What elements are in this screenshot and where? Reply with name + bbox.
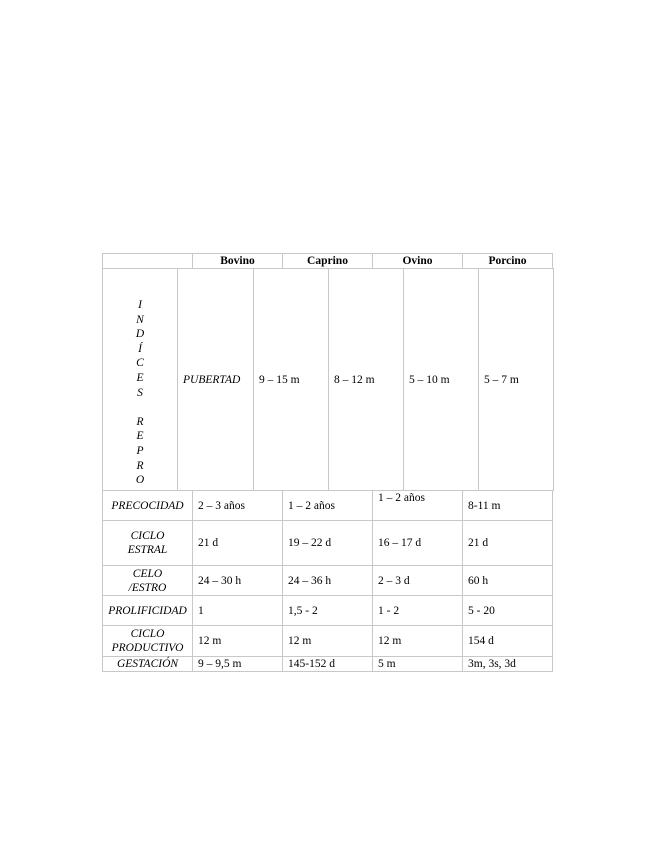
ciclo-productivo-porcino: 154 d — [462, 625, 553, 657]
vertical-letter — [103, 400, 177, 415]
row-label-ciclo-estral: CICLO ESTRAL — [102, 520, 193, 566]
row-label-celo-estro: CELO /ESTRO — [102, 565, 193, 596]
header-porcino: Porcino — [462, 253, 553, 269]
prolificidad-ovino: 1 - 2 — [372, 595, 463, 626]
celo-estro-ovino: 2 – 3 d — [372, 565, 463, 596]
gestacion-bovino: 9 – 9,5 m — [192, 656, 283, 672]
precocidad-caprino: 1 – 2 años — [282, 490, 373, 521]
vertical-letter: C — [136, 357, 144, 370]
gestacion-caprino: 145-152 d — [282, 656, 373, 672]
header-caprino: Caprino — [282, 253, 373, 269]
header-bovino: Bovino — [192, 253, 283, 269]
vertical-letter: O — [135, 474, 145, 487]
ciclo-productivo-bovino: 12 m — [192, 625, 283, 657]
ciclo-estral-caprino: 19 – 22 d — [282, 520, 373, 566]
vertical-letter: I — [138, 299, 142, 311]
ciclo-estral-bovino: 21 d — [192, 520, 283, 566]
pubertad-porcino: 5 – 7 m — [478, 268, 554, 491]
pubertad-label: PUBERTAD — [177, 268, 254, 491]
precocidad-ovino: 1 – 2 años — [372, 490, 463, 521]
ciclo-productivo-caprino: 12 m — [282, 625, 373, 657]
precocidad-bovino: 2 – 3 años — [192, 490, 283, 521]
vertical-label — [103, 269, 177, 488]
celo-estro-porcino: 60 h — [462, 565, 553, 596]
vertical-letter: Í — [138, 342, 142, 355]
row-label-gestacion: GESTACIÓN — [102, 656, 193, 672]
pubertad-caprino: 8 – 12 m — [328, 268, 404, 491]
ciclo-productivo-ovino: 12 m — [372, 625, 463, 657]
row-label-precocidad: PRECOCIDAD — [102, 490, 193, 521]
vertical-letter: N — [136, 313, 144, 326]
vertical-letter: P — [136, 444, 144, 457]
row-label-prolificidad: PROLIFICIDAD — [102, 595, 193, 626]
celo-estro-bovino: 24 – 30 h — [192, 565, 283, 596]
prolificidad-bovino: 1 — [192, 595, 283, 626]
pubertad-ovino: 5 – 10 m — [403, 268, 479, 491]
vertical-letter: E — [136, 371, 144, 384]
ciclo-estral-ovino: 16 – 17 d — [372, 520, 463, 566]
celo-estro-caprino: 24 – 36 h — [282, 565, 373, 596]
gestacion-porcino: 3m, 3s, 3d — [462, 656, 553, 672]
row-label-ciclo-productivo: CICLO PRODUCTIVO — [102, 625, 193, 657]
precocidad-porcino: 8-11 m — [462, 490, 553, 521]
ciclo-estral-porcino: 21 d — [462, 520, 553, 566]
pubertad-bovino: 9 – 15 m — [253, 268, 329, 491]
prolificidad-caprino: 1,5 - 2 — [282, 595, 373, 626]
vertical-letter: S — [137, 386, 143, 399]
vertical-letter: R — [136, 459, 144, 472]
header-empty-cell — [102, 253, 193, 269]
vertical-letter: E — [136, 430, 144, 443]
header-ovino: Ovino — [372, 253, 463, 269]
vertical-label-cell — [102, 268, 178, 491]
vertical-letter: D — [135, 328, 145, 341]
prolificidad-porcino: 5 - 20 — [462, 595, 553, 626]
vertical-letter: R — [136, 415, 144, 428]
gestacion-ovino: 5 m — [372, 656, 463, 672]
